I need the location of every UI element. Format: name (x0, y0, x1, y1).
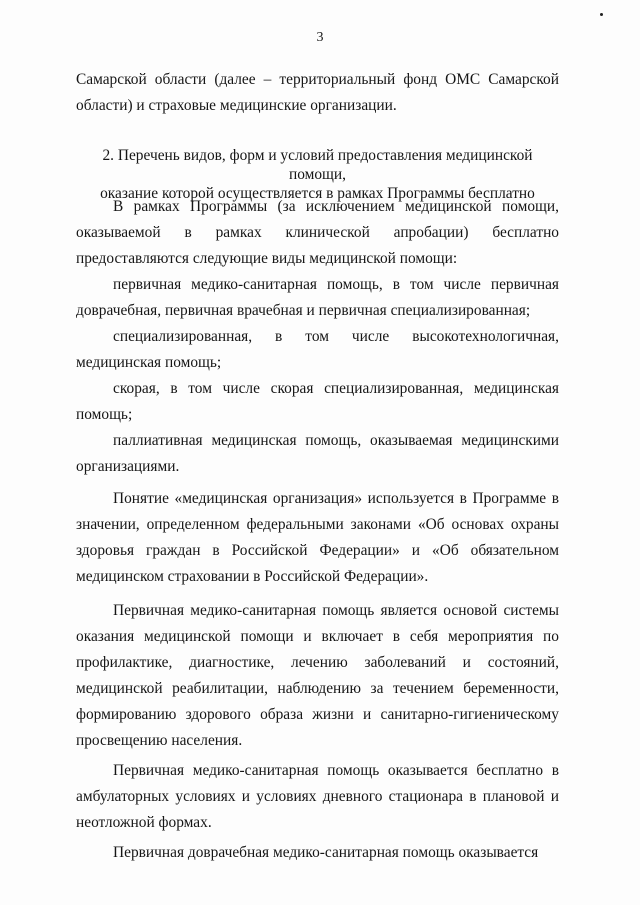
paragraph-emergency-care: скорая, в том числе скорая специализированная, медицинская помощь; (76, 380, 559, 423)
paragraph-primary-care: первичная медико-санитарная помощь, в том числе первичная доврачебная, первичная врачебная и первичная специализированная; (76, 276, 559, 319)
continuation-paragraph: Самарской области (далее – территориальный фонд ОМС Самарской области) и страховые медицинские организации. (76, 71, 559, 114)
section-heading-line-2: оказание которой осуществляется в рамках Программы бесплатно (100, 185, 535, 202)
paragraph-primary-care-basis: Первичная медико-санитарная помощь является основой системы оказания медицинской помощи и включает в себя мероприятия по профилактике, диагностике, лечению заболеваний и состояний, медицинской реабилитации, наблюдению за течением беременности, формированию здорового образа жизни и санитарно-гигиеническому просвещению населения. (76, 602, 559, 749)
paragraph-primary-care-free: Первичная медико-санитарная помощь оказывается бесплатно в амбулаторных условиях и условиях дневного стационара в плановой и неотложной формах. (76, 762, 559, 831)
paragraph-intro: В рамках Программы (за исключением медицинской помощи, оказываемой в рамках клинической апробации) бесплатно предоставляются следующие виды медицинской помощи: (76, 198, 559, 267)
paragraph-specialized-care: специализированная, в том числе высокотехнологичная, медицинская помощь; (76, 328, 559, 371)
paragraph-palliative-care: паллиативная медицинская помощь, оказываемая медицинскими организациями. (76, 432, 559, 475)
paragraph-medical-organization: Понятие «медицинская организация» используется в Программе в значении, определенном федеральными законами «Об основах охраны здоровья граждан в Российской Федерации» и «Об обязательном медицинском страховании в Российской Федерации». (76, 490, 559, 585)
page-number: 3 (316, 30, 324, 45)
body-text (76, 194, 559, 866)
scan-speck (600, 13, 603, 16)
section-heading-line-1: 2. Перечень видов, форм и условий предоставления медицинской помощи, (102, 147, 533, 183)
continuation-block (76, 67, 559, 119)
paragraph-pre-medical-care: Первичная доврачебная медико-санитарная помощь оказывается (113, 844, 539, 861)
